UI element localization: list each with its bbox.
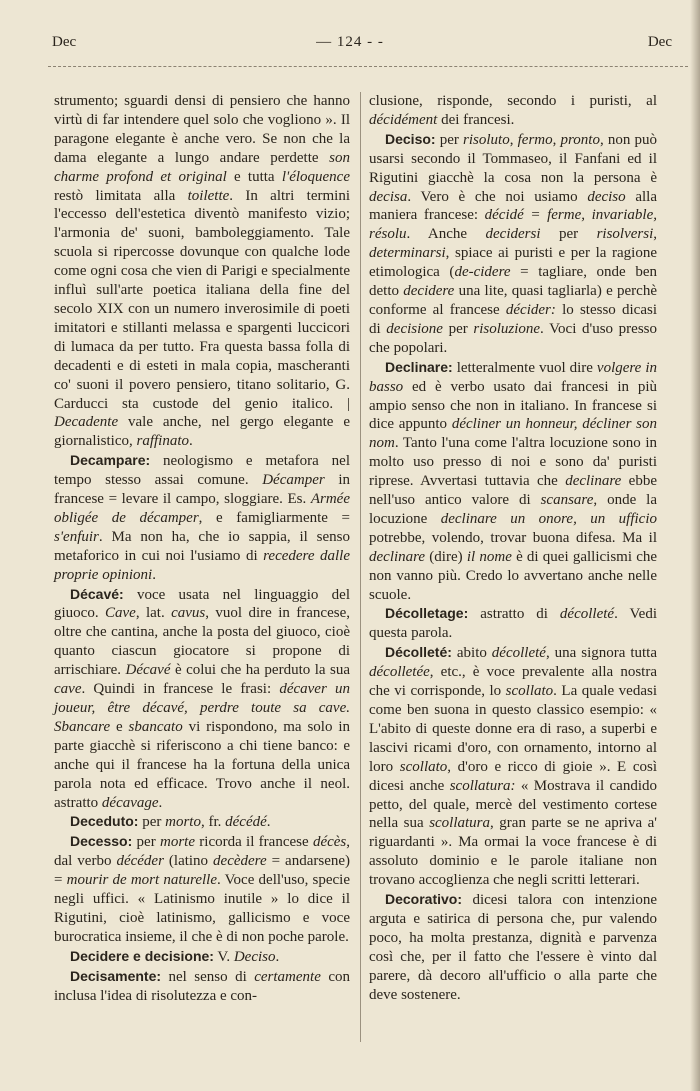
- entry-body: per morto, fr. décédé.: [138, 814, 271, 831]
- dictionary-entry: [54, 832, 350, 946]
- dictionary-entry: [369, 890, 657, 1004]
- entry-body: nel senso di certamente con inclusa l'idea di risolutezza e con-: [54, 968, 350, 1004]
- left-column: [54, 92, 350, 1006]
- header-right-word: Dec: [647, 34, 672, 50]
- entry-body: astratto di décolleté. Vedi questa parola.: [369, 606, 657, 642]
- continued-text: clusione, risponde, secondo i puristi, al décidément dei francesi.: [369, 93, 657, 128]
- dictionary-entry: [369, 643, 657, 890]
- dictionary-entry: [54, 585, 350, 813]
- dictionary-entry: [369, 358, 657, 605]
- page-number: — 124 - -: [316, 34, 384, 50]
- entry-headword: Decampare:: [70, 452, 151, 469]
- entry-headword: Décolletage:: [385, 605, 469, 622]
- page-edge-shadow: [690, 0, 700, 1091]
- entry-body: letteralmente vuol dire volgere in basso ed è verbo usato dai francesi in più ampio senso che non in italiano. In francese si dice appunto décliner un honneur, décliner son nom. Tanto l'una come l'altra locuzione sono in molto uso presso di noi e sono da' puristi riprese. Avvertasi tuttavia che declinare ebbe nell'uso antico valore di scansare, onde la locuzione declinare un onore, un ufficio potrebbe, volendo, trovar buona difesa. Ma il declinare (dire) il nome è di quei gallicismi che non vanno più. Credo lo avvertano anche nelle scuole.: [369, 359, 658, 603]
- column-divider: [360, 92, 361, 1042]
- header-left-word: Dec: [52, 34, 77, 50]
- entry-headword: Decesso:: [70, 833, 133, 850]
- right-column: [369, 92, 657, 1005]
- dictionary-entry: [54, 967, 350, 1006]
- entry-body: abito décolleté, una signora tutta décolletée, etc., è voce prevalente alla nostra che vi corrisponde, lo scollato. La quale vedasi come ben suona in questo classico esempio: « L'abito di queste donne era di raso, a superbi e lascivi ricami d'oro, con ornamento, intorno al loro scollato, d'oro e ricco di gioie ». E così dicesi anche scollatura: « Mostrava il candido petto, del quale, mercè del vestimento cortese nella sua scollatura, gran parte se ne apriva a' riguardanti ». Ma ormai la voce francese è di assoluto dominio e le parole italiane non trovano accoglienza che negli scritti letterari.: [369, 645, 658, 889]
- entry-body: V. Deciso.: [213, 948, 280, 965]
- entry-headword: Decorativo:: [385, 891, 463, 908]
- entry-headword: Décavé:: [70, 585, 124, 602]
- entry-body: neologismo e metafora nel tempo stesso assai comune. Décamper in francese = levare il campo, sloggiare. Es. Armée obligée de décamper, e famigliarmente = s'enfuir. Ma non ha, che io sappia, il senso metaforico in cui noi l'usiamo di recedere dalle proprie opinioni.: [54, 453, 351, 583]
- dictionary-entry: [369, 604, 657, 643]
- entry-headword: Décolleté:: [385, 644, 452, 661]
- entry-headword: Decidere e decisione:: [70, 947, 214, 964]
- dictionary-entry: [54, 947, 350, 967]
- entry-headword: Deceduto:: [70, 813, 139, 830]
- dictionary-entry: [54, 812, 350, 832]
- entry-body: per morte ricorda il francese décès, dal verbo décéder (latino decèdere = andarsene) = mourir de mort naturelle. Voce dell'uso, specie negli uffici. « Latinismo inutile » lo dice il Rigutini, cioè latinismo, gallicismo e voce burocratica insieme, il che è di non poche parole.: [54, 834, 351, 945]
- entry-headword: Decisamente:: [70, 967, 162, 984]
- dictionary-entry: [54, 451, 350, 584]
- dictionary-entry: [369, 130, 657, 358]
- entry-body: per risoluto, fermo, pronto, non può usarsi secondo il Tommaseo, il Fanfani ed il Rigutini giacchè la cosa non la persona è decisa. Vero è che noi usiamo deciso alla maniera francese: décidé = ferme, invariable, résolu. Anche decidersi per risolversi, determinarsi, spiace ai puristi e per la ragione etimologica (de-cidere = tagliare, onde ben detto decidere una lite, quasi tagliarla) e perchè conforme al francese décider: lo stesso dicasi di decisione per risoluzione. Voci d'uso presso che popolari.: [369, 131, 658, 356]
- entry-body: dicesi talora con intenzione arguta e satirica di persona che, pur valendo poco, ha molta prestanza, dignità e parvenza così che, per il fatto che l'essere è vinto dal parere, dà decoro all'ufficio o alla parte che deve sostenere.: [369, 892, 657, 1003]
- entry-body: voce usata nel linguaggio del giuoco. Cave, lat. cavus, vuol dire in francese, oltre che cantina, anche la posta del giuoco, cioè quanto ciascun giocatore si propone di arrischiare. Décavé è colui che ha perduto la sua cave. Quindi in francese le frasi: décaver un joueur, être décavé, perdre toute sa cave. Sbancare e sbancato vi rispondono, ma solo in parte giacchè si riferiscono a chi tiene banco: e anche qui il francese ha la fortuna della unica parola nota ed efficace. Trovo anche il neol. astratto décavage.: [54, 586, 351, 811]
- continued-text: strumento; sguardi densi di pensiero che hanno virtù di far intendere quel solo che vogliono ». Il paragone elegante è anche vero. Se non che la dama elegante a lungo andare perdette son charme profond et original e tutta l'éloquence restò limitata alla toilette. In altri termini l'eccesso dell'estetica diventò manifesto vizio; l'armonia de' suoni, bamboleggiamento. Tale scuola si ripercosse dovunque con qualche lode come ogni cosa che vien di Parigi e specialmente influì sull'arte poetica italiana della fine del secolo XIX con un numero inverosimile di poeti imitatori e stillanti melassa e spargenti luccicori di lumaca da per tutto. Fra questa bassa folla di decadenti e di esteti in mala copia, mascheranti co' suoni il povero pensiero, titano solitario, G. Carducci sta custode del genio italico. | Decadente vale anche, nel gergo elegante e giornalistico, raffinato.: [54, 93, 350, 450]
- entry-headword: Deciso:: [385, 130, 436, 147]
- header-rule: [48, 66, 688, 67]
- running-header: [0, 34, 700, 60]
- entry-headword: Declinare:: [385, 358, 453, 375]
